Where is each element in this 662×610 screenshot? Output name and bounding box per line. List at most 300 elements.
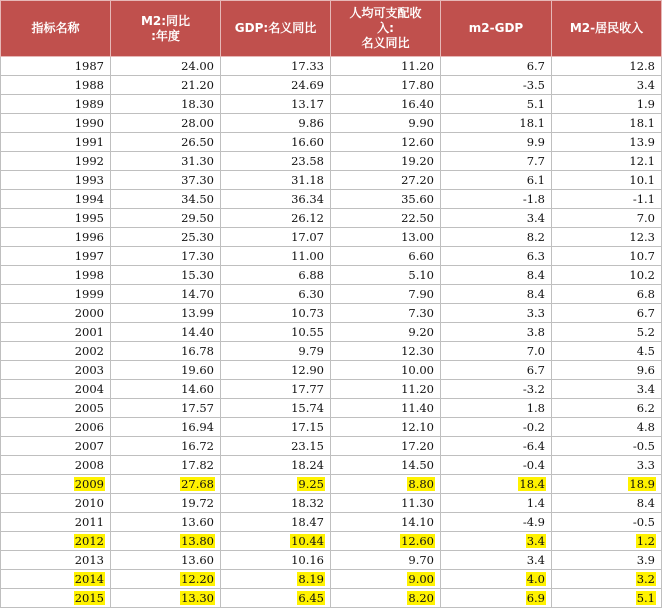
- cell-m2-yoy[interactable]: [111, 57, 221, 76]
- cell-value: 17.15: [291, 420, 324, 434]
- cell-value: 26.50: [181, 135, 214, 149]
- cell-year[interactable]: [1, 76, 111, 95]
- cell-gdp-yoy[interactable]: [221, 114, 331, 133]
- cell-income-yoy[interactable]: [331, 228, 441, 247]
- cell-m2-minus-gdp[interactable]: [441, 532, 552, 551]
- cell-value: 5.1: [636, 591, 655, 605]
- cell-gdp-yoy[interactable]: [221, 133, 331, 152]
- cell-income-yoy[interactable]: [331, 399, 441, 418]
- cell-gdp-yoy[interactable]: [221, 152, 331, 171]
- cell-m2-minus-income[interactable]: [552, 380, 662, 399]
- cell-value: 13.00: [401, 230, 434, 244]
- cell-m2-minus-gdp[interactable]: [441, 76, 552, 95]
- cell-value: 18.4: [519, 477, 545, 491]
- cell-m2-minus-income[interactable]: [552, 323, 662, 342]
- cell-gdp-yoy[interactable]: [221, 399, 331, 418]
- cell-income-yoy[interactable]: [331, 361, 441, 380]
- cell-gdp-yoy[interactable]: [221, 570, 331, 589]
- cell-m2-yoy[interactable]: [111, 342, 221, 361]
- table-row: [1, 209, 662, 228]
- cell-m2-yoy[interactable]: [111, 513, 221, 532]
- cell-income-yoy[interactable]: [331, 437, 441, 456]
- cell-value: 16.94: [181, 420, 214, 434]
- cell-value: 18.30: [181, 97, 214, 111]
- cell-m2-minus-income[interactable]: [552, 513, 662, 532]
- cell-value: 34.50: [181, 192, 214, 206]
- cell-value: 8.2: [526, 230, 545, 244]
- table-row: [1, 114, 662, 133]
- cell-year[interactable]: [1, 247, 111, 266]
- cell-year[interactable]: [1, 342, 111, 361]
- cell-value: 13.9: [629, 135, 655, 149]
- cell-m2-minus-income[interactable]: [552, 532, 662, 551]
- table-row: [1, 95, 662, 114]
- cell-income-yoy[interactable]: [331, 57, 441, 76]
- cell-m2-yoy[interactable]: [111, 399, 221, 418]
- cell-year[interactable]: [1, 380, 111, 399]
- cell-gdp-yoy[interactable]: [221, 171, 331, 190]
- cell-m2-minus-gdp[interactable]: [441, 209, 552, 228]
- cell-value: 10.73: [291, 306, 324, 320]
- cell-value: 37.30: [181, 173, 214, 187]
- cell-year[interactable]: [1, 152, 111, 171]
- cell-m2-minus-gdp[interactable]: [441, 228, 552, 247]
- cell-m2-yoy[interactable]: [111, 494, 221, 513]
- cell-value: 11.20: [401, 59, 434, 73]
- cell-value: 18.47: [291, 515, 324, 529]
- cell-m2-minus-income[interactable]: [552, 95, 662, 114]
- cell-gdp-yoy[interactable]: [221, 95, 331, 114]
- cell-gdp-yoy[interactable]: [221, 513, 331, 532]
- cell-value: 2014: [74, 572, 104, 586]
- cell-m2-minus-income[interactable]: [552, 266, 662, 285]
- cell-income-yoy[interactable]: [331, 114, 441, 133]
- cell-value: 3.8: [526, 325, 545, 339]
- cell-m2-yoy[interactable]: [111, 228, 221, 247]
- cell-m2-minus-income[interactable]: [552, 171, 662, 190]
- cell-m2-yoy[interactable]: [111, 570, 221, 589]
- cell-m2-yoy[interactable]: [111, 190, 221, 209]
- cell-value: 17.07: [291, 230, 324, 244]
- cell-gdp-yoy[interactable]: [221, 475, 331, 494]
- table-row: [1, 361, 662, 380]
- cell-value: 2000: [74, 306, 104, 320]
- cell-value: 2003: [74, 363, 104, 377]
- cell-value: 5.2: [636, 325, 655, 339]
- cell-income-yoy[interactable]: [331, 190, 441, 209]
- cell-gdp-yoy[interactable]: [221, 304, 331, 323]
- cell-year[interactable]: [1, 456, 111, 475]
- cell-value: 26.12: [291, 211, 324, 225]
- cell-year[interactable]: [1, 133, 111, 152]
- cell-income-yoy[interactable]: [331, 494, 441, 513]
- cell-m2-minus-income[interactable]: [552, 114, 662, 133]
- cell-value: 19.20: [401, 154, 434, 168]
- cell-income-yoy[interactable]: [331, 513, 441, 532]
- cell-value: -1.8: [522, 192, 545, 206]
- cell-m2-minus-gdp[interactable]: [441, 380, 552, 399]
- cell-m2-minus-income[interactable]: [552, 437, 662, 456]
- table-row: [1, 133, 662, 152]
- cell-value: 13.60: [181, 553, 214, 567]
- cell-income-yoy[interactable]: [331, 475, 441, 494]
- cell-value: 1987: [74, 59, 104, 73]
- cell-m2-yoy[interactable]: [111, 76, 221, 95]
- cell-value: 1994: [74, 192, 104, 206]
- table-row: [1, 513, 662, 532]
- cell-m2-minus-income[interactable]: [552, 399, 662, 418]
- cell-year[interactable]: [1, 532, 111, 551]
- cell-value: 3.4: [526, 534, 545, 548]
- cell-gdp-yoy[interactable]: [221, 323, 331, 342]
- cell-value: 9.86: [298, 116, 324, 130]
- cell-year[interactable]: [1, 57, 111, 76]
- cell-value: 7.7: [526, 154, 545, 168]
- cell-value: 12.3: [629, 230, 655, 244]
- cell-m2-minus-gdp[interactable]: [441, 418, 552, 437]
- table-row: [1, 323, 662, 342]
- cell-value: 2012: [74, 534, 104, 548]
- cell-m2-yoy[interactable]: [111, 171, 221, 190]
- cell-m2-minus-income[interactable]: [552, 285, 662, 304]
- table-row: [1, 418, 662, 437]
- cell-value: 13.99: [181, 306, 214, 320]
- cell-year[interactable]: [1, 171, 111, 190]
- cell-value: 10.7: [629, 249, 655, 263]
- header-m2-minus-income[interactable]: M2-居民收入: [552, 1, 662, 57]
- cell-m2-minus-income[interactable]: [552, 247, 662, 266]
- cell-value: 10.55: [291, 325, 324, 339]
- cell-gdp-yoy[interactable]: [221, 209, 331, 228]
- cell-value: 17.30: [181, 249, 214, 263]
- cell-value: 15.74: [291, 401, 324, 415]
- header-disposable-income-yoy[interactable]: 人均可支配收 入: 名义同比: [331, 1, 441, 57]
- cell-value: 25.30: [181, 230, 214, 244]
- cell-m2-minus-income[interactable]: [552, 190, 662, 209]
- cell-value: 31.18: [291, 173, 324, 187]
- cell-m2-yoy[interactable]: [111, 95, 221, 114]
- cell-value: 6.7: [526, 363, 545, 377]
- cell-year[interactable]: [1, 570, 111, 589]
- cell-value: 3.4: [526, 553, 545, 567]
- cell-income-yoy[interactable]: [331, 285, 441, 304]
- cell-m2-minus-income[interactable]: [552, 570, 662, 589]
- cell-value: 14.70: [181, 287, 214, 301]
- cell-m2-minus-gdp[interactable]: [441, 285, 552, 304]
- cell-m2-yoy[interactable]: [111, 532, 221, 551]
- cell-year[interactable]: [1, 418, 111, 437]
- cell-value: 2010: [74, 496, 104, 510]
- cell-gdp-yoy[interactable]: [221, 266, 331, 285]
- cell-m2-minus-income[interactable]: [552, 418, 662, 437]
- cell-value: 1992: [74, 154, 104, 168]
- cell-gdp-yoy[interactable]: [221, 456, 331, 475]
- cell-value: 12.90: [291, 363, 324, 377]
- cell-m2-yoy[interactable]: [111, 209, 221, 228]
- cell-gdp-yoy[interactable]: [221, 361, 331, 380]
- cell-value: 1.8: [526, 401, 545, 415]
- cell-year[interactable]: [1, 266, 111, 285]
- cell-value: 24.00: [181, 59, 214, 73]
- cell-year[interactable]: [1, 209, 111, 228]
- cell-value: 2001: [74, 325, 104, 339]
- cell-value: 6.2: [636, 401, 655, 415]
- cell-m2-minus-income[interactable]: [552, 133, 662, 152]
- cell-value: 14.60: [181, 382, 214, 396]
- cell-value: 16.72: [181, 439, 214, 453]
- cell-year[interactable]: [1, 494, 111, 513]
- cell-value: 27.68: [181, 477, 214, 491]
- cell-m2-minus-gdp[interactable]: [441, 152, 552, 171]
- cell-m2-yoy[interactable]: [111, 114, 221, 133]
- cell-value: 3.4: [636, 78, 655, 92]
- cell-income-yoy[interactable]: [331, 304, 441, 323]
- cell-value: 12.60: [401, 534, 434, 548]
- cell-year[interactable]: [1, 95, 111, 114]
- cell-year[interactable]: [1, 304, 111, 323]
- cell-m2-minus-income[interactable]: [552, 589, 662, 608]
- cell-value: 19.72: [181, 496, 214, 510]
- cell-value: 11.40: [401, 401, 434, 415]
- cell-m2-minus-income[interactable]: [552, 57, 662, 76]
- cell-gdp-yoy[interactable]: [221, 285, 331, 304]
- table-row: [1, 399, 662, 418]
- cell-year[interactable]: [1, 513, 111, 532]
- cell-value: -1.1: [632, 192, 655, 206]
- cell-m2-minus-income[interactable]: [552, 361, 662, 380]
- cell-income-yoy[interactable]: [331, 589, 441, 608]
- cell-m2-yoy[interactable]: [111, 361, 221, 380]
- cell-value: 7.0: [526, 344, 545, 358]
- cell-m2-minus-gdp[interactable]: [441, 190, 552, 209]
- cell-m2-minus-gdp[interactable]: [441, 513, 552, 532]
- cell-m2-minus-gdp[interactable]: [441, 304, 552, 323]
- cell-m2-minus-gdp[interactable]: [441, 323, 552, 342]
- cell-m2-yoy[interactable]: [111, 589, 221, 608]
- cell-gdp-yoy[interactable]: [221, 589, 331, 608]
- cell-value: 17.77: [291, 382, 324, 396]
- cell-m2-minus-gdp[interactable]: [441, 57, 552, 76]
- cell-income-yoy[interactable]: [331, 456, 441, 475]
- table-row: [1, 456, 662, 475]
- cell-value: 18.32: [291, 496, 324, 510]
- cell-value: 2008: [74, 458, 104, 472]
- cell-year[interactable]: [1, 589, 111, 608]
- cell-m2-minus-income[interactable]: [552, 494, 662, 513]
- cell-value: 10.44: [291, 534, 324, 548]
- cell-gdp-yoy[interactable]: [221, 551, 331, 570]
- cell-year[interactable]: [1, 399, 111, 418]
- cell-gdp-yoy[interactable]: [221, 380, 331, 399]
- cell-value: 27.20: [401, 173, 434, 187]
- cell-m2-minus-income[interactable]: [552, 551, 662, 570]
- cell-value: 12.10: [401, 420, 434, 434]
- cell-value: 3.2: [636, 572, 655, 586]
- cell-year[interactable]: [1, 361, 111, 380]
- cell-value: 6.30: [298, 287, 324, 301]
- cell-gdp-yoy[interactable]: [221, 532, 331, 551]
- cell-value: 4.0: [526, 572, 545, 586]
- cell-value: -6.4: [522, 439, 545, 453]
- cell-income-yoy[interactable]: [331, 209, 441, 228]
- cell-value: 16.78: [181, 344, 214, 358]
- cell-year[interactable]: [1, 551, 111, 570]
- cell-m2-yoy[interactable]: [111, 475, 221, 494]
- cell-value: 2009: [74, 477, 104, 491]
- cell-value: 5.1: [526, 97, 545, 111]
- cell-income-yoy[interactable]: [331, 76, 441, 95]
- cell-m2-yoy[interactable]: [111, 380, 221, 399]
- cell-m2-minus-gdp[interactable]: [441, 399, 552, 418]
- cell-value: 3.3: [526, 306, 545, 320]
- cell-m2-minus-gdp[interactable]: [441, 95, 552, 114]
- cell-income-yoy[interactable]: [331, 152, 441, 171]
- cell-m2-minus-income[interactable]: [552, 209, 662, 228]
- cell-m2-yoy[interactable]: [111, 247, 221, 266]
- cell-value: 8.19: [298, 572, 324, 586]
- cell-m2-yoy[interactable]: [111, 285, 221, 304]
- cell-m2-minus-gdp[interactable]: [441, 475, 552, 494]
- cell-income-yoy[interactable]: [331, 323, 441, 342]
- cell-value: 36.34: [291, 192, 324, 206]
- cell-m2-yoy[interactable]: [111, 266, 221, 285]
- cell-value: -3.5: [522, 78, 545, 92]
- cell-m2-minus-gdp[interactable]: [441, 551, 552, 570]
- cell-value: 9.6: [636, 363, 655, 377]
- cell-m2-yoy[interactable]: [111, 551, 221, 570]
- cell-m2-minus-gdp[interactable]: [441, 171, 552, 190]
- cell-m2-minus-gdp[interactable]: [441, 437, 552, 456]
- cell-income-yoy[interactable]: [331, 133, 441, 152]
- cell-m2-minus-gdp[interactable]: [441, 456, 552, 475]
- cell-m2-minus-income[interactable]: [552, 304, 662, 323]
- cell-gdp-yoy[interactable]: [221, 57, 331, 76]
- cell-value: 1989: [74, 97, 104, 111]
- cell-value: 1995: [74, 211, 104, 225]
- cell-m2-minus-income[interactable]: [552, 76, 662, 95]
- header-gdp-nominal-yoy[interactable]: GDP:名义同比: [221, 1, 331, 57]
- cell-value: 1991: [74, 135, 104, 149]
- cell-m2-minus-gdp[interactable]: [441, 247, 552, 266]
- cell-year[interactable]: [1, 323, 111, 342]
- cell-value: 4.8: [636, 420, 655, 434]
- cell-value: 6.88: [298, 268, 324, 282]
- cell-gdp-yoy[interactable]: [221, 342, 331, 361]
- cell-m2-minus-gdp[interactable]: [441, 114, 552, 133]
- cell-m2-yoy[interactable]: [111, 133, 221, 152]
- cell-m2-yoy[interactable]: [111, 437, 221, 456]
- cell-income-yoy[interactable]: [331, 266, 441, 285]
- cell-value: 18.1: [519, 116, 545, 130]
- cell-value: 9.20: [408, 325, 434, 339]
- cell-year[interactable]: [1, 475, 111, 494]
- cell-gdp-yoy[interactable]: [221, 76, 331, 95]
- cell-value: 7.90: [408, 287, 434, 301]
- cell-income-yoy[interactable]: [331, 532, 441, 551]
- cell-income-yoy[interactable]: [331, 551, 441, 570]
- table-row: [1, 247, 662, 266]
- cell-gdp-yoy[interactable]: [221, 190, 331, 209]
- cell-gdp-yoy[interactable]: [221, 247, 331, 266]
- table-row: [1, 171, 662, 190]
- cell-income-yoy[interactable]: [331, 380, 441, 399]
- cell-value: -0.5: [632, 439, 655, 453]
- table-row: [1, 304, 662, 323]
- cell-m2-minus-gdp[interactable]: [441, 570, 552, 589]
- cell-year[interactable]: [1, 228, 111, 247]
- cell-value: 1.9: [636, 97, 655, 111]
- cell-value: 18.1: [629, 116, 655, 130]
- header-m2-minus-gdp[interactable]: m2-GDP: [441, 1, 552, 57]
- cell-gdp-yoy[interactable]: [221, 228, 331, 247]
- cell-year[interactable]: [1, 190, 111, 209]
- cell-gdp-yoy[interactable]: [221, 494, 331, 513]
- cell-m2-minus-gdp[interactable]: [441, 589, 552, 608]
- cell-income-yoy[interactable]: [331, 418, 441, 437]
- cell-m2-minus-income[interactable]: [552, 228, 662, 247]
- cell-income-yoy[interactable]: [331, 342, 441, 361]
- cell-value: 1993: [74, 173, 104, 187]
- table-row: [1, 532, 662, 551]
- cell-value: 13.80: [181, 534, 214, 548]
- cell-m2-minus-income[interactable]: [552, 152, 662, 171]
- cell-m2-yoy[interactable]: [111, 304, 221, 323]
- cell-value: 6.1: [526, 173, 545, 187]
- cell-income-yoy[interactable]: [331, 171, 441, 190]
- cell-m2-minus-gdp[interactable]: [441, 494, 552, 513]
- cell-m2-minus-income[interactable]: [552, 475, 662, 494]
- cell-value: 12.60: [401, 135, 434, 149]
- cell-value: 7.0: [636, 211, 655, 225]
- cell-value: 17.82: [181, 458, 214, 472]
- cell-year[interactable]: [1, 114, 111, 133]
- cell-value: 9.70: [408, 553, 434, 567]
- cell-m2-minus-gdp[interactable]: [441, 266, 552, 285]
- cell-income-yoy[interactable]: [331, 570, 441, 589]
- header-indicator-name[interactable]: 指标名称: [1, 1, 111, 57]
- cell-value: 12.30: [401, 344, 434, 358]
- cell-value: 6.45: [298, 591, 324, 605]
- cell-income-yoy[interactable]: [331, 95, 441, 114]
- cell-m2-yoy[interactable]: [111, 418, 221, 437]
- cell-m2-minus-gdp[interactable]: [441, 342, 552, 361]
- cell-income-yoy[interactable]: [331, 247, 441, 266]
- cell-m2-yoy[interactable]: [111, 323, 221, 342]
- cell-value: 23.15: [291, 439, 324, 453]
- cell-value: 18.24: [291, 458, 324, 472]
- table-row: [1, 342, 662, 361]
- table-row: [1, 570, 662, 589]
- cell-value: 11.00: [291, 249, 324, 263]
- cell-gdp-yoy[interactable]: [221, 437, 331, 456]
- header-m2-yoy[interactable]: M2:同比 :年度: [111, 1, 221, 57]
- cell-m2-yoy[interactable]: [111, 456, 221, 475]
- cell-value: 19.60: [181, 363, 214, 377]
- cell-m2-minus-income[interactable]: [552, 342, 662, 361]
- cell-m2-minus-gdp[interactable]: [441, 361, 552, 380]
- cell-year[interactable]: [1, 437, 111, 456]
- cell-value: 16.60: [291, 135, 324, 149]
- table-row: [1, 57, 662, 76]
- cell-m2-yoy[interactable]: [111, 152, 221, 171]
- cell-value: 10.2: [629, 268, 655, 282]
- cell-value: 14.40: [181, 325, 214, 339]
- cell-m2-minus-gdp[interactable]: [441, 133, 552, 152]
- cell-value: 17.33: [291, 59, 324, 73]
- cell-gdp-yoy[interactable]: [221, 418, 331, 437]
- cell-year[interactable]: [1, 285, 111, 304]
- cell-m2-minus-income[interactable]: [552, 456, 662, 475]
